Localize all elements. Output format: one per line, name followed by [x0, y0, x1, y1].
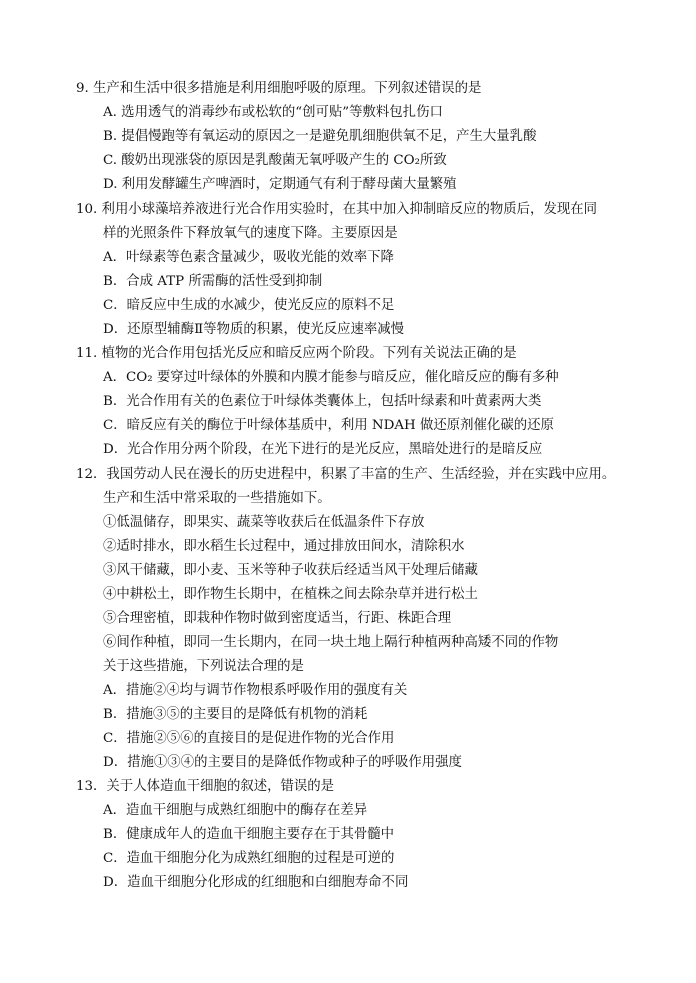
question-10-option-d: D．还原型辅酶Ⅱ等物质的积累，使光反应速率减慢: [103, 322, 405, 337]
question-12-measure-3: ③风干储藏，即小麦、玉米等种子收获后经适当风干处理后储藏: [103, 563, 478, 578]
question-11-option-c: C．暗反应有关的酶位于叶绿体基质中，利用 NDAH 做还原剂催化碳的还原: [103, 418, 554, 433]
question-12-option-b: B．措施③⑤的主要目的是降低有机物的消耗: [103, 707, 368, 722]
question-12-measure-1: ①低温储存，即果实、蔬菜等收获后在低温条件下存放: [103, 515, 425, 530]
question-12-option-c: C．措施②⑤⑥的直接目的是促进作物的光合作用: [103, 731, 395, 746]
question-12-option-d: D．措施①③④的主要目的是降低作物或种子的呼吸作用强度: [103, 755, 462, 770]
question-13-option-d: D．造血干细胞分化形成的红细胞和白细胞寿命不同: [103, 875, 409, 890]
question-10-stem-continued: 样的光照条件下释放氧气的速度下降。主要原因是: [103, 226, 398, 241]
question-13-option-a: A．造血干细胞与成熟红细胞中的酶存在差异: [103, 803, 368, 818]
question-9-option-a: A. 选用透气的消毒纱布或松软的“创可贴”等敷料包扎伤口: [103, 105, 443, 120]
question-13-option-c: C．造血干细胞分化为成熟红细胞的过程是可逆的: [103, 851, 395, 866]
question-9-option-d: D. 利用发酵罐生产啤酒时，定期通气有利于酵母菌大量繁殖: [103, 177, 457, 192]
question-10-option-c: C．暗反应中生成的水减少，使光反应的原料不足: [103, 298, 395, 313]
question-11-stem: 11. 植物的光合作用包括光反应和暗反应两个阶段。下列有关说法正确的是: [76, 346, 517, 361]
question-12-prompt: 关于这些措施，下列说法合理的是: [103, 659, 304, 674]
question-13-option-b: B．健康成年人的造血干细胞主要存在于其骨髓中: [103, 827, 395, 842]
question-12-measure-5: ⑤合理密植，即栽种作物时做到密度适当，行距、株距合理: [103, 611, 452, 626]
question-9-option-c: C. 酸奶出现涨袋的原因是乳酸菌无氧呼吸产生的 CO₂所致: [103, 153, 447, 168]
question-9-stem: 9. 生产和生活中很多措施是利用细胞呼吸的原理。下列叙述错误的是: [76, 81, 482, 96]
question-9-option-b: B. 提倡慢跑等有氧运动的原因之一是避免肌细胞供氧不足，产生大量乳酸: [103, 129, 537, 144]
question-10-stem: 10. 利用小球藻培养液进行光合作用实验时，在其中加入抑制暗反应的物质后，发现在同: [76, 202, 598, 217]
question-11-option-a: A．CO₂ 要穿过叶绿体的外膜和内膜才能参与暗反应，催化暗反应的酶有多种: [103, 370, 559, 385]
question-10-option-a: A．叶绿素等色素含量减少，吸收光能的效率下降: [103, 250, 394, 265]
question-12-stem: 12．我国劳动人民在漫长的历史进程中，积累了丰富的生产、生活经验，并在实践中应用。: [76, 467, 616, 482]
question-12-measure-4: ④中耕松土，即作物生长期中，在植株之间去除杂草并进行松土: [103, 587, 478, 602]
question-12-measure-6: ⑥间作种植，即同一生长期内，在同一块土地上隔行种植两种高矮不同的作物: [103, 635, 559, 650]
question-12-measure-2: ②适时排水，即水稻生长过程中，通过排放田间水，清除积水: [103, 539, 465, 554]
question-10-option-b: B．合成 ATP 所需酶的活性受到抑制: [103, 274, 323, 289]
question-12-option-a: A．措施②④均与调节作物根系呼吸作用的强度有关: [103, 683, 408, 698]
question-12-stem-continued: 生产和生活中常采取的一些措施如下。: [103, 491, 331, 506]
question-11-option-b: B．光合作用有关的色素位于叶绿体类囊体上，包括叶绿素和叶黄素两大类: [103, 394, 542, 409]
question-11-option-d: D．光合作用分两个阶段，在光下进行的是光反应，黑暗处进行的是暗反应: [103, 442, 543, 457]
question-13-stem: 13．关于人体造血干细胞的叙述，错误的是: [76, 779, 335, 794]
